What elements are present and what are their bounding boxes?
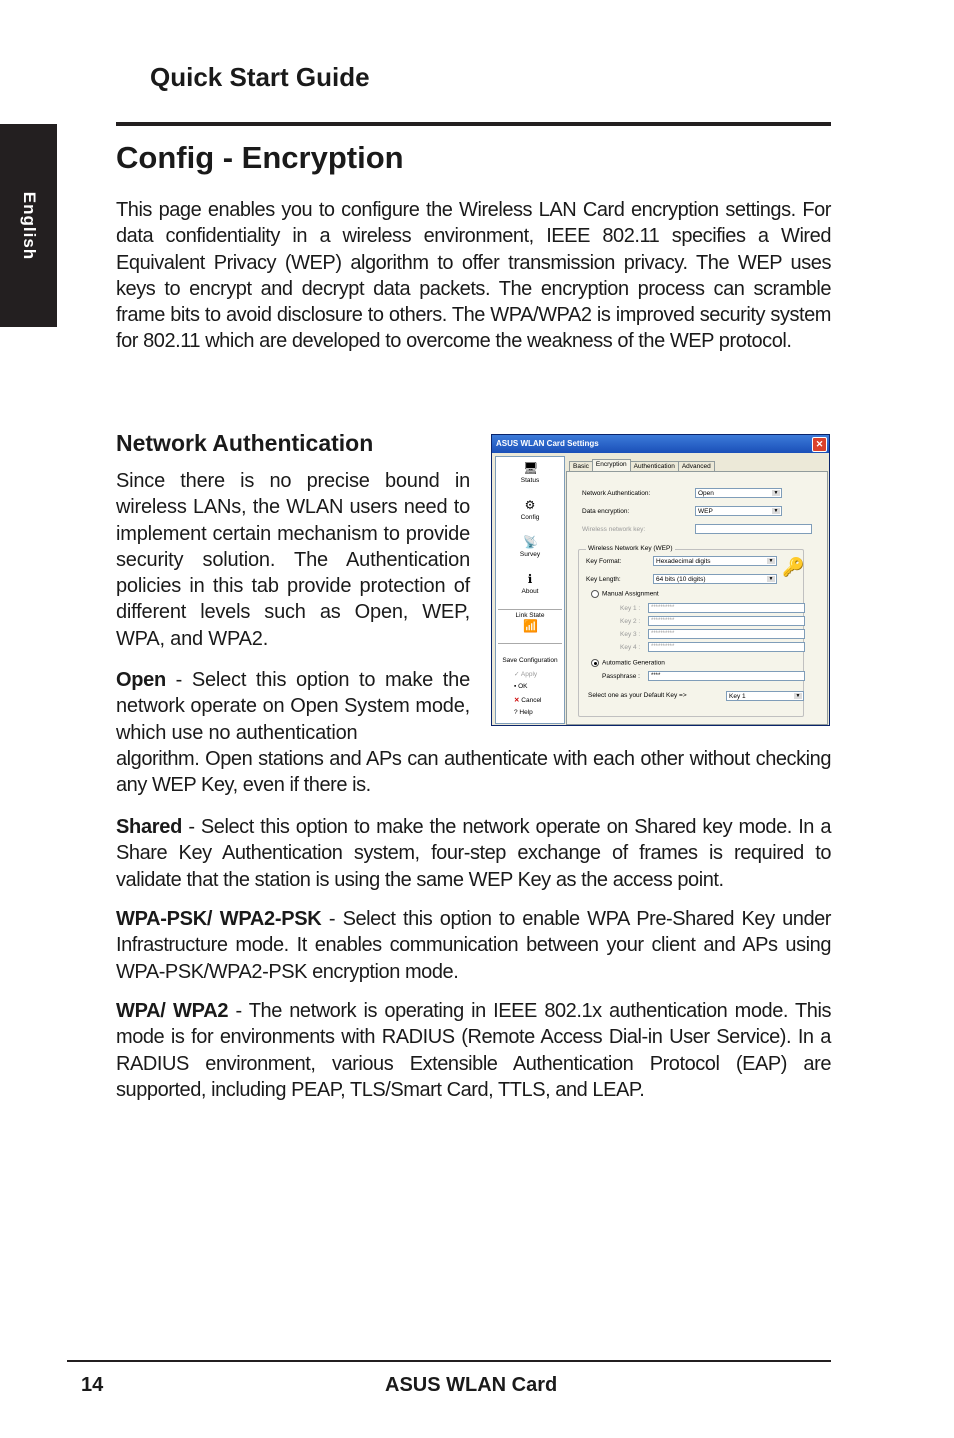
dialog-titlebar: [492, 435, 829, 453]
wpa-text: - The network is operating in IEEE 802.1x authentication mode. This mode is for environments with RADIUS (Remote Access Dial-in User Service). In a RADIUS environment, various Extensible Authentication Protocol (EAP) are supported, including PEAP, TLS/Smart Card, TTLS, and LEAP.: [116, 1000, 831, 1101]
tab-advanced[interactable]: Advanced: [678, 461, 715, 471]
section-heading: Network Authentication: [116, 430, 374, 456]
key-2-label: Key 2 :: [620, 618, 641, 625]
wireless-key-label: Wireless network key:: [582, 526, 646, 533]
survey-label: Survey: [519, 551, 541, 558]
ok-button[interactable]: [514, 683, 528, 690]
shared-paragraph: [116, 814, 831, 893]
save-configuration-label: Save Configuration: [502, 657, 558, 664]
ok-icon: ▪: [514, 683, 519, 690]
link-state-label: Link State: [515, 612, 545, 619]
dialog-sidebar: [495, 456, 565, 724]
about-label: About: [521, 588, 539, 595]
help-icon: ?: [514, 709, 520, 716]
apply-button[interactable]: [514, 670, 537, 678]
sidebar-survey-button[interactable]: [496, 535, 564, 558]
shared-text: - Select this option to make the network operate on Shared key mode. In a Share Key Authentication system, four-step exchange of frames is required to validate that the station is using the same WEP Key as the access point.: [116, 816, 831, 891]
data-encryption-select[interactable]: [695, 506, 782, 516]
automatic-generation-radio[interactable]: [591, 659, 665, 667]
tab-basic[interactable]: Basic: [569, 461, 593, 471]
cancel-icon: ✕: [514, 697, 522, 704]
network-auth-select[interactable]: [695, 488, 782, 498]
key-length-select[interactable]: [653, 574, 777, 584]
wpa-psk-paragraph: [116, 906, 831, 985]
network-auth-lead: Since there is no precise bound in wireless LANs, the WLAN users need to implement certain mechanism to provide security solution. The Authentication policies in this tab provide protection of different levels such as Open, WEP, WPA, and WPA2.: [116, 470, 470, 650]
cancel-label: Cancel: [521, 697, 542, 704]
manual-assignment-label: Manual Assignment: [602, 590, 659, 598]
default-key-select[interactable]: [726, 691, 804, 701]
close-icon[interactable]: ✕: [812, 437, 827, 452]
manual-assignment-radio[interactable]: [591, 590, 659, 598]
data-encryption-value: WEP: [698, 508, 713, 515]
key-length-label: Key Length:: [586, 576, 621, 583]
key-3-input[interactable]: **********: [648, 629, 805, 639]
open-paragraph: [116, 667, 470, 746]
apply-icon: ✓: [514, 671, 521, 678]
automatic-generation-label: Automatic Generation: [602, 659, 665, 667]
language-tab: [0, 124, 57, 327]
key-2-input[interactable]: **********: [648, 616, 805, 626]
wep-key-group-label: Wireless Network Key (WEP): [588, 545, 673, 552]
open-paragraph-continued: algorithm. Open stations and APs can authenticate with each other without checking any WEP Key, even if there is.: [116, 748, 831, 797]
data-encryption-label: Data encryption:: [582, 508, 630, 515]
key-4-input[interactable]: **********: [648, 642, 805, 652]
wpa-term: WPA/ WPA2: [116, 1000, 229, 1022]
default-key-label: Select one as your Default Key =>: [588, 692, 687, 699]
chevron-down-icon: ▼: [795, 693, 801, 699]
intro-paragraph: This page enables you to configure the Wireless LAN Card encryption settings. For data confidentiality in a wireless environment, IEEE 802.11 specifies a Wired Equivalent Privacy (WEP) algorithm to offer transmission privacy. The WEP uses keys to encrypt and decrypt data packets. The encryption process can scramble frame bits to avoid disclosure to others. The WPA/WPA2 is improved security system for 802.11 which are developed to overcome the weakness of the WEP protocol.: [116, 199, 831, 353]
apply-label: Apply: [520, 671, 538, 678]
sidebar-divider: [498, 609, 562, 610]
sidebar-divider: [498, 643, 562, 644]
page-title: Config - Encryption: [116, 140, 404, 175]
cancel-button[interactable]: [514, 696, 542, 704]
default-key-value: Key 1: [729, 693, 746, 700]
wpa-paragraph: [116, 998, 831, 1103]
chevron-down-icon: ▼: [773, 490, 779, 496]
chevron-down-icon: ▼: [768, 576, 774, 582]
header-title: Quick Start Guide: [150, 62, 370, 92]
key-4-label: Key 4 :: [620, 644, 641, 651]
key-format-value: Hexadecimal digits: [656, 558, 711, 565]
network-auth-value: Open: [698, 490, 714, 497]
status-icon: 🖥: [523, 461, 539, 475]
wpa-psk-text: - Select this option to enable WPA Pre-Shared Key under Infrastructure mode. It enables communication between your client and APs using WPA-PSK/WPA2-PSK encryption mode.: [116, 908, 831, 983]
key-3-label: Key 3 :: [620, 631, 641, 638]
config-icon: ⚙: [524, 498, 536, 512]
open-text: - Select this option to make the network operate on Open System mode, which use no authentication: [116, 669, 470, 744]
survey-icon: 📡: [523, 535, 538, 549]
ok-label: OK: [518, 683, 528, 690]
page-number: 14: [81, 1374, 104, 1396]
radio-icon: [591, 590, 599, 598]
link-state-icon: 📶: [523, 619, 538, 633]
header-rule: [116, 122, 831, 126]
wireless-key-input[interactable]: [695, 524, 812, 534]
chevron-down-icon: ▼: [773, 508, 779, 514]
shared-term: Shared: [116, 816, 183, 838]
config-label: Config: [520, 514, 540, 521]
key-1-input[interactable]: **********: [648, 603, 805, 613]
language-tab-label: English: [19, 191, 39, 260]
sidebar-config-button[interactable]: [496, 498, 564, 521]
dialog-title: ASUS WLAN Card Settings: [496, 439, 599, 448]
key-format-select[interactable]: [653, 556, 777, 566]
help-button[interactable]: [514, 709, 533, 716]
key-length-value: 64 bits (10 digits): [656, 576, 706, 583]
open-term: Open: [116, 669, 166, 691]
key-format-label: Key Format:: [586, 558, 622, 565]
radio-selected-icon: [591, 659, 599, 667]
link-state-indicator: [496, 612, 564, 635]
passphrase-label: Passphrase :: [602, 673, 640, 680]
footer-title: ASUS WLAN Card: [385, 1374, 558, 1396]
help-label: Help: [519, 709, 533, 716]
wlan-settings-dialog: [491, 434, 830, 726]
wpa-psk-term: WPA-PSK/ WPA2-PSK: [116, 908, 322, 930]
about-icon: ℹ: [527, 572, 533, 586]
footer-rule: [67, 1360, 831, 1362]
key-1-label: Key 1 :: [620, 605, 641, 612]
keys-icon: 🔑: [782, 557, 805, 577]
sidebar-status-button[interactable]: [496, 461, 564, 484]
passphrase-input[interactable]: ****: [648, 671, 805, 681]
network-auth-label: Network Authentication:: [582, 490, 651, 497]
chevron-down-icon: ▼: [768, 558, 774, 564]
tab-authentication[interactable]: Authentication: [630, 461, 679, 471]
status-label: Status: [520, 477, 540, 484]
tab-encryption[interactable]: Encryption: [592, 459, 631, 471]
sidebar-about-button[interactable]: [496, 572, 564, 595]
